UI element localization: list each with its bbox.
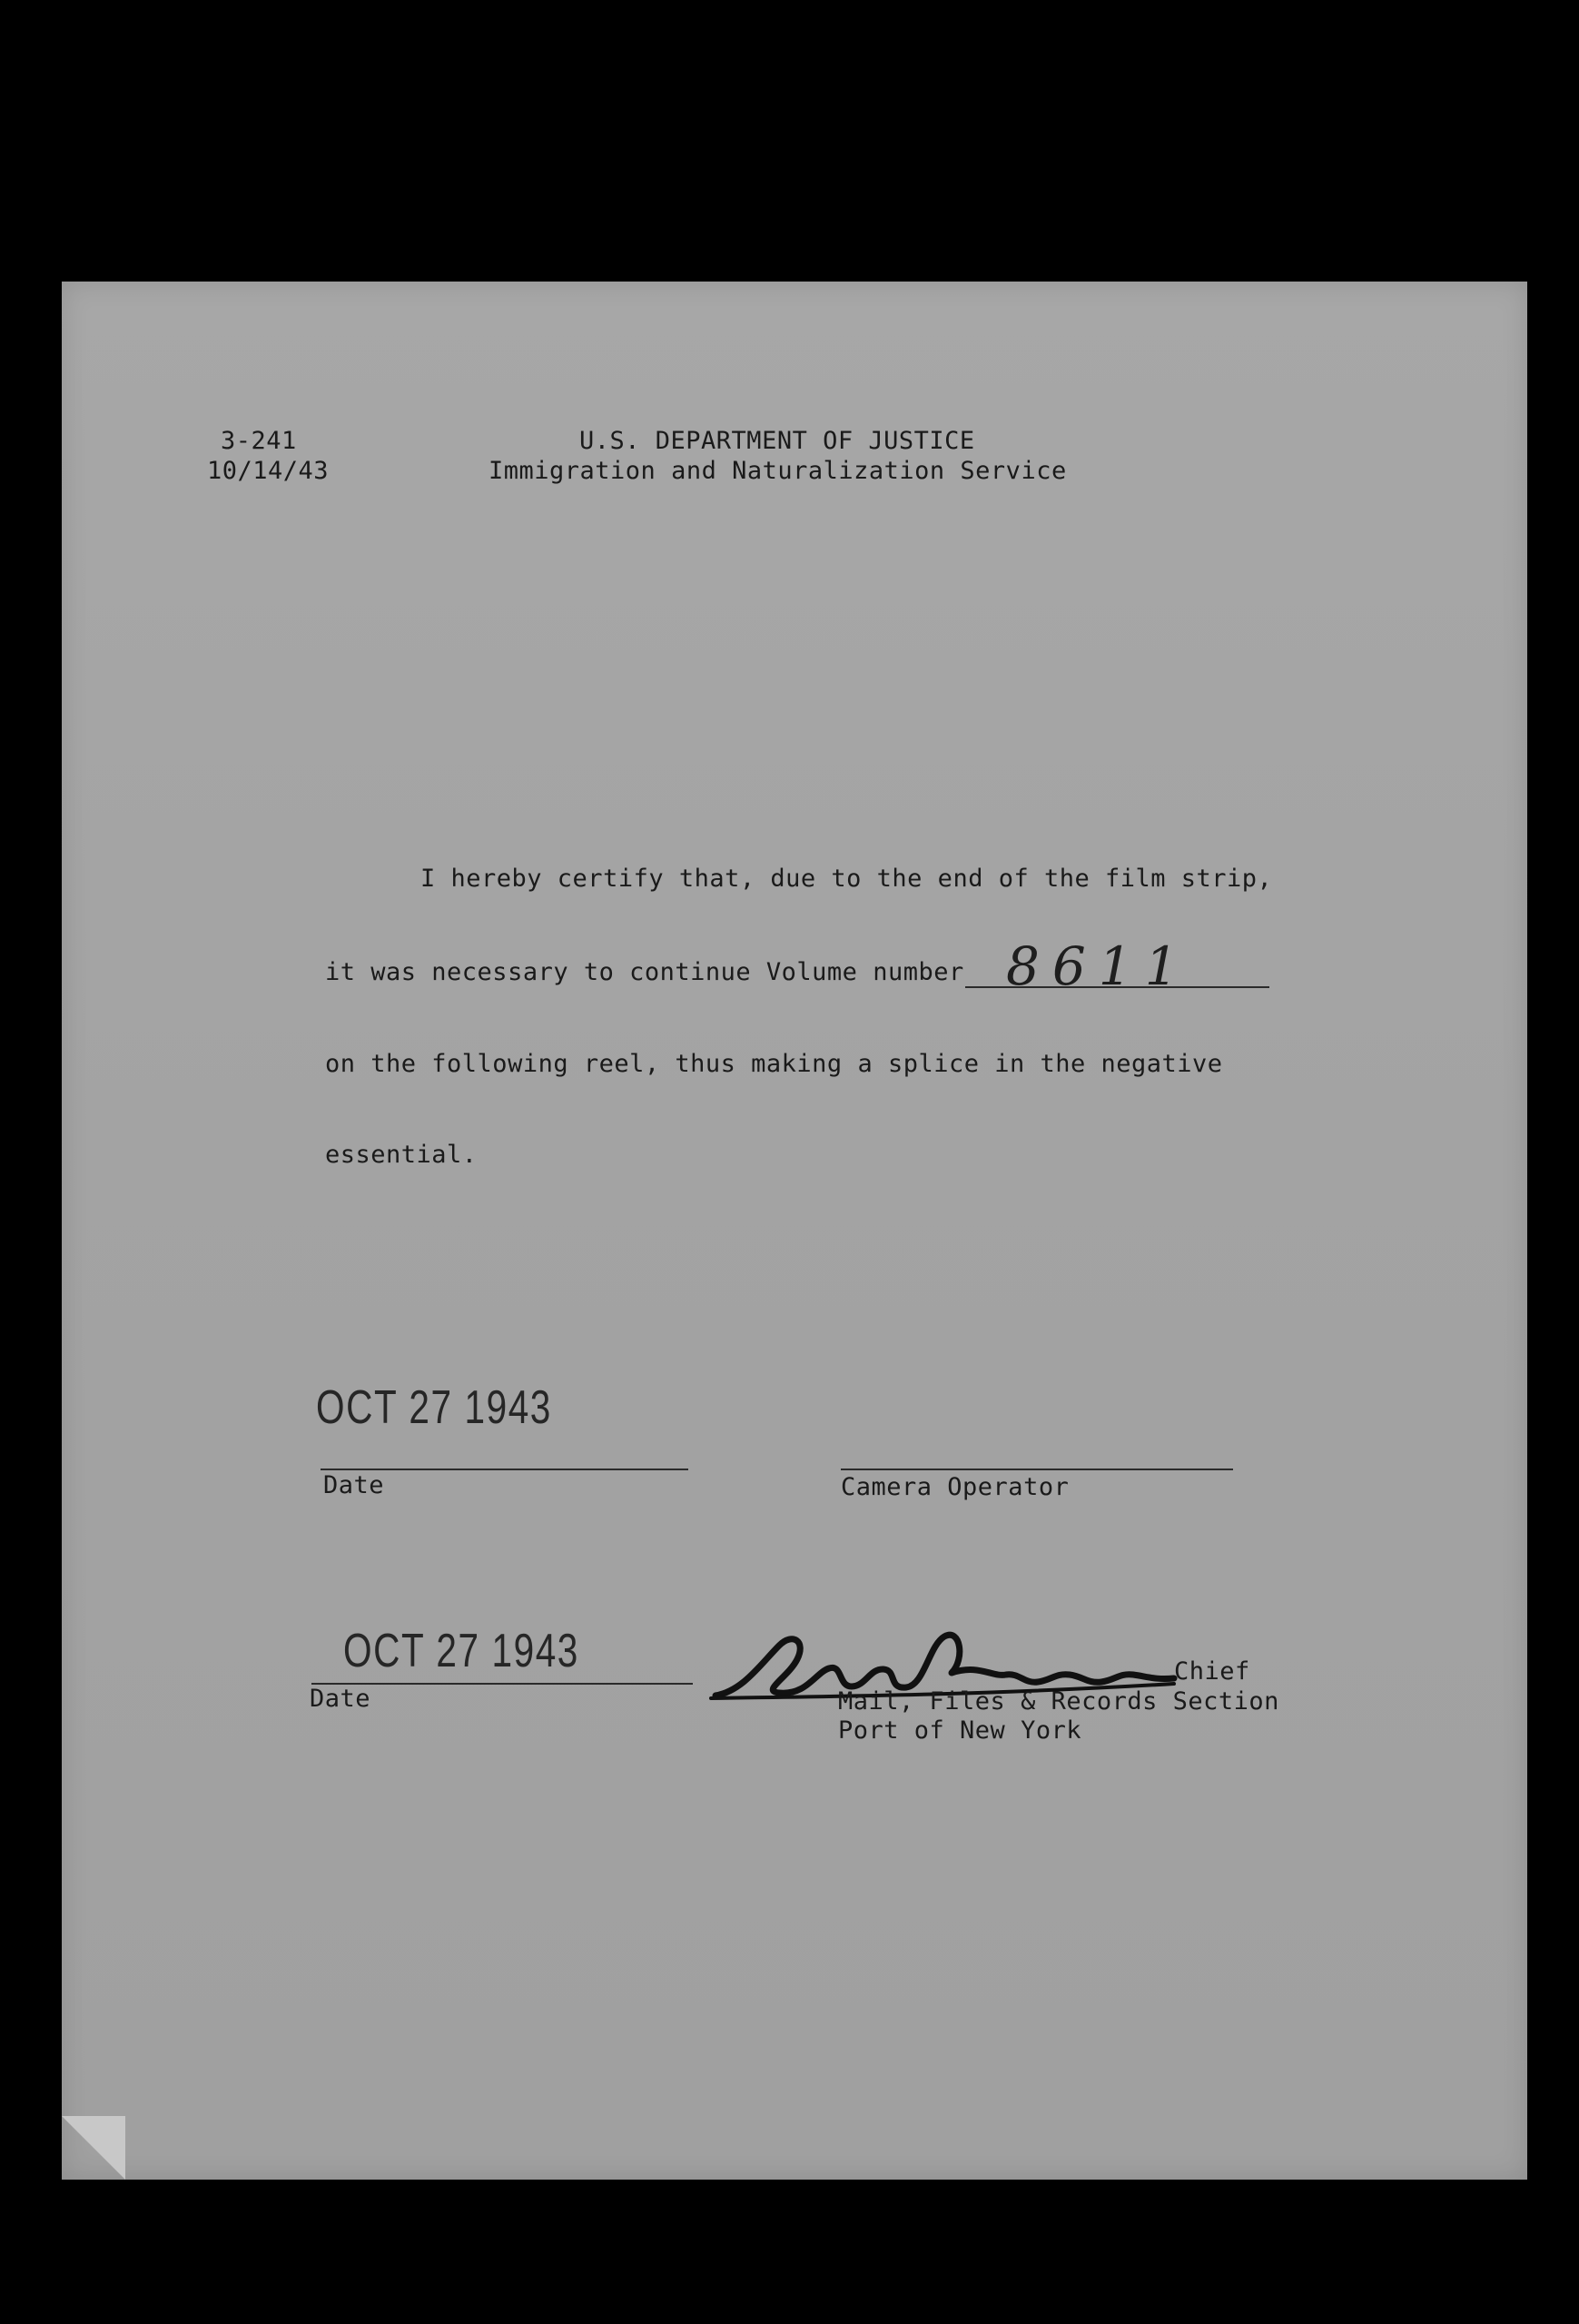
date-label-1: Date [323,1471,385,1499]
document-page [62,282,1527,2180]
volume-number-handwritten: 8611 [1006,935,1191,997]
date-underline-1 [321,1469,688,1470]
date-stamp-2: OCT 27 1943 [343,1625,579,1677]
section-name: Mail, Files & Records Section [838,1687,1279,1716]
department-heading: U.S. DEPARTMENT OF JUSTICE [579,427,975,455]
certification-line-4: essential. [325,1141,478,1169]
chief-title: Chief [1174,1657,1250,1686]
port-name: Port of New York [838,1716,1082,1745]
certification-line-1: I hereby certify that, due to the end of the film strip, [420,865,1273,893]
certification-line-2: it was necessary to continue Volume number [325,958,964,986]
camera-operator-label: Camera Operator [841,1473,1070,1501]
agency-heading: Immigration and Naturalization Service [489,457,1067,485]
certification-line-3: on the following reel, thus making a splice in the negative [325,1050,1223,1078]
folded-corner [62,2116,125,2180]
camera-operator-underline [841,1469,1233,1470]
form-code: 3-241 [221,427,297,455]
date-label-2: Date [310,1685,371,1713]
form-revision-date: 10/14/43 [207,457,330,485]
date-stamp-1: OCT 27 1943 [316,1381,552,1434]
